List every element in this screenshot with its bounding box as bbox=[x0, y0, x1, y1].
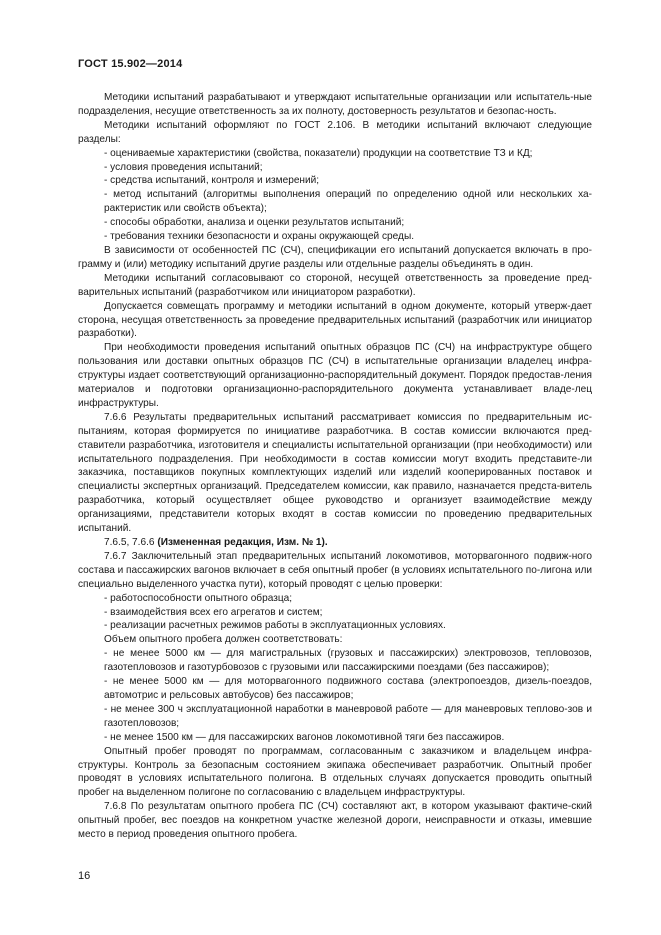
list-item: - реализации расчетных режимов работы в эксплуатационных условиях. bbox=[104, 620, 446, 632]
paragraph: Допускается совмещать программу и методики испытаний в одном документе, который утверж-дает сторона, несущая ответственность за проведение предварительных испытаний (разработчик или инициатор разработки). bbox=[78, 300, 592, 340]
clause-refs: 7.6.5, 7.6.6 bbox=[104, 537, 158, 548]
list-item: - способы обработки, анализа и оценки результатов испытаний; bbox=[104, 217, 405, 229]
list-item: - не менее 5000 км — для магистральных (грузовых и пассажирских) электровозов, тепловозов, газотепловозов и газотурбовозов с грузовыми или пассажирскими поездами (без пассажиров); bbox=[104, 648, 592, 674]
clause-7-6-8: 7.6.8 По результатам опытного пробега ПС (СЧ) составляют акт, в котором указывают фактиче-ский опытный пробег, вес поездов на конкретном участке железной дороги, неисправности и отказы, имевшие место в период проведения опытного пробега. bbox=[78, 801, 592, 841]
paragraph: Объем опытного пробега должен соответствовать: bbox=[104, 634, 343, 646]
paragraph: Методики испытаний оформляют по ГОСТ 2.106. В методики испытаний включают следующие разделы: bbox=[78, 119, 592, 145]
clause-7-6-7: 7.6.7 Заключительный этап предварительных испытаний локомотивов, моторвагонного подвиж-ного состава и пассажирских вагонов включает в себя опытный пробег (в условиях испытательного по-лигона или специально выделенного участка пути), который проводят с целью проверки: bbox=[78, 550, 592, 590]
list-item: - средства испытаний, контроля и измерений; bbox=[104, 175, 320, 187]
paragraph: При необходимости проведения испытаний опытных образцов ПС (СЧ) на инфраструктуре общего пользования или доставки опытных образцов ПС (СЧ) в испытательные организации владелец инфра-структуры издает соответствующий организационно-распорядительный документ. Порядок предостав-ления материалов и подготовки организационно-распорядительного документа устанавливает владе-лец инфраструктуры. bbox=[78, 342, 592, 409]
amendment-note bbox=[78, 536, 592, 550]
paragraph: Опытный пробег проводят по программам, согласованным с заказчиком и владельцем инфра-структуры. Контроль за безопасным состоянием экипажа обеспечивает разработчик. Опытный пробег проводят в условиях испытательного полигона. В отдельных случаях допускается проводить опытный пробег на выделенном полигоне по согласованию с владельцем инфраструктуры. bbox=[78, 745, 592, 799]
list-item: - требования техники безопасности и охраны окружающей среды. bbox=[104, 231, 415, 243]
list-item: - работоспособности опытного образца; bbox=[104, 592, 293, 604]
list-item: - не менее 300 ч эксплуатационной наработки в маневровой работе — для маневровых теплово-зов и газотепловозов; bbox=[104, 703, 592, 729]
clause-7-6-6: 7.6.6 Результаты предварительных испытаний рассматривает комиссия по предварительным ис-пытаниям, которая формируется по инициативе разработчика. В состав комиссии включаются пред-ставители разработчика, изготовителя и специалисты испытательной организации (при необходимости) или испытательного подразделения. При необходимости в состав комиссии могут входить представите-ли заказчика, поставщиков покупных комплектующих изделий или изделий кооперированных поставок и специалисты экспертных организаций. Председателем комиссии, как правило, назначается предста-витель разработчика, который осуществляет общее руководство и организует взаимодействие между организациями, представители которых входят в состав комиссии по проведению предварительных испытаний. bbox=[78, 411, 592, 535]
list-item: - условия проведения испытаний; bbox=[104, 161, 263, 173]
document-header: ГОСТ 15.902—2014 bbox=[78, 58, 183, 70]
page-number: 16 bbox=[78, 870, 91, 882]
list-item: - метод испытаний (алгоритмы выполнения операций по определению одной или нескольких ха-рактеристик или свойств объекта); bbox=[104, 189, 592, 215]
paragraph: Методики испытаний разрабатывают и утверждают испытательные организации или испытатель-ные подразделения, несущие ответственность за их полноту, достоверность результатов и безопас-ность. bbox=[78, 92, 592, 117]
list-item: - взаимодействия всех его агрегатов и систем; bbox=[104, 606, 323, 618]
list-item: - не менее 5000 км — для моторвагонного подвижного состава (электропоездов, дизель-поездов, автомотрис и рельсовых автобусов) без пассажиров; bbox=[104, 676, 592, 701]
amendment-label: (Измененная редакция, Изм. № 1). bbox=[157, 537, 328, 548]
paragraph: Методики испытаний согласовывают со стороной, несущей ответственность за проведение пред-варительных испытаний (разработчиком или инициатором разработки). bbox=[78, 272, 592, 298]
paragraph: В зависимости от особенностей ПС (СЧ), спецификации его испытаний допускается включать в про-грамму и (или) методику испытаний другие разделы или отдельные разделы объединять в один. bbox=[78, 244, 592, 270]
list-item: - не менее 1500 км — для пассажирских вагонов локомотивной тяги без пассажиров. bbox=[104, 731, 505, 743]
document-body bbox=[78, 91, 592, 842]
list-item: - оцениваемые характеристики (свойства, показатели) продукции на соответствие ТЗ и КД; bbox=[104, 147, 533, 159]
